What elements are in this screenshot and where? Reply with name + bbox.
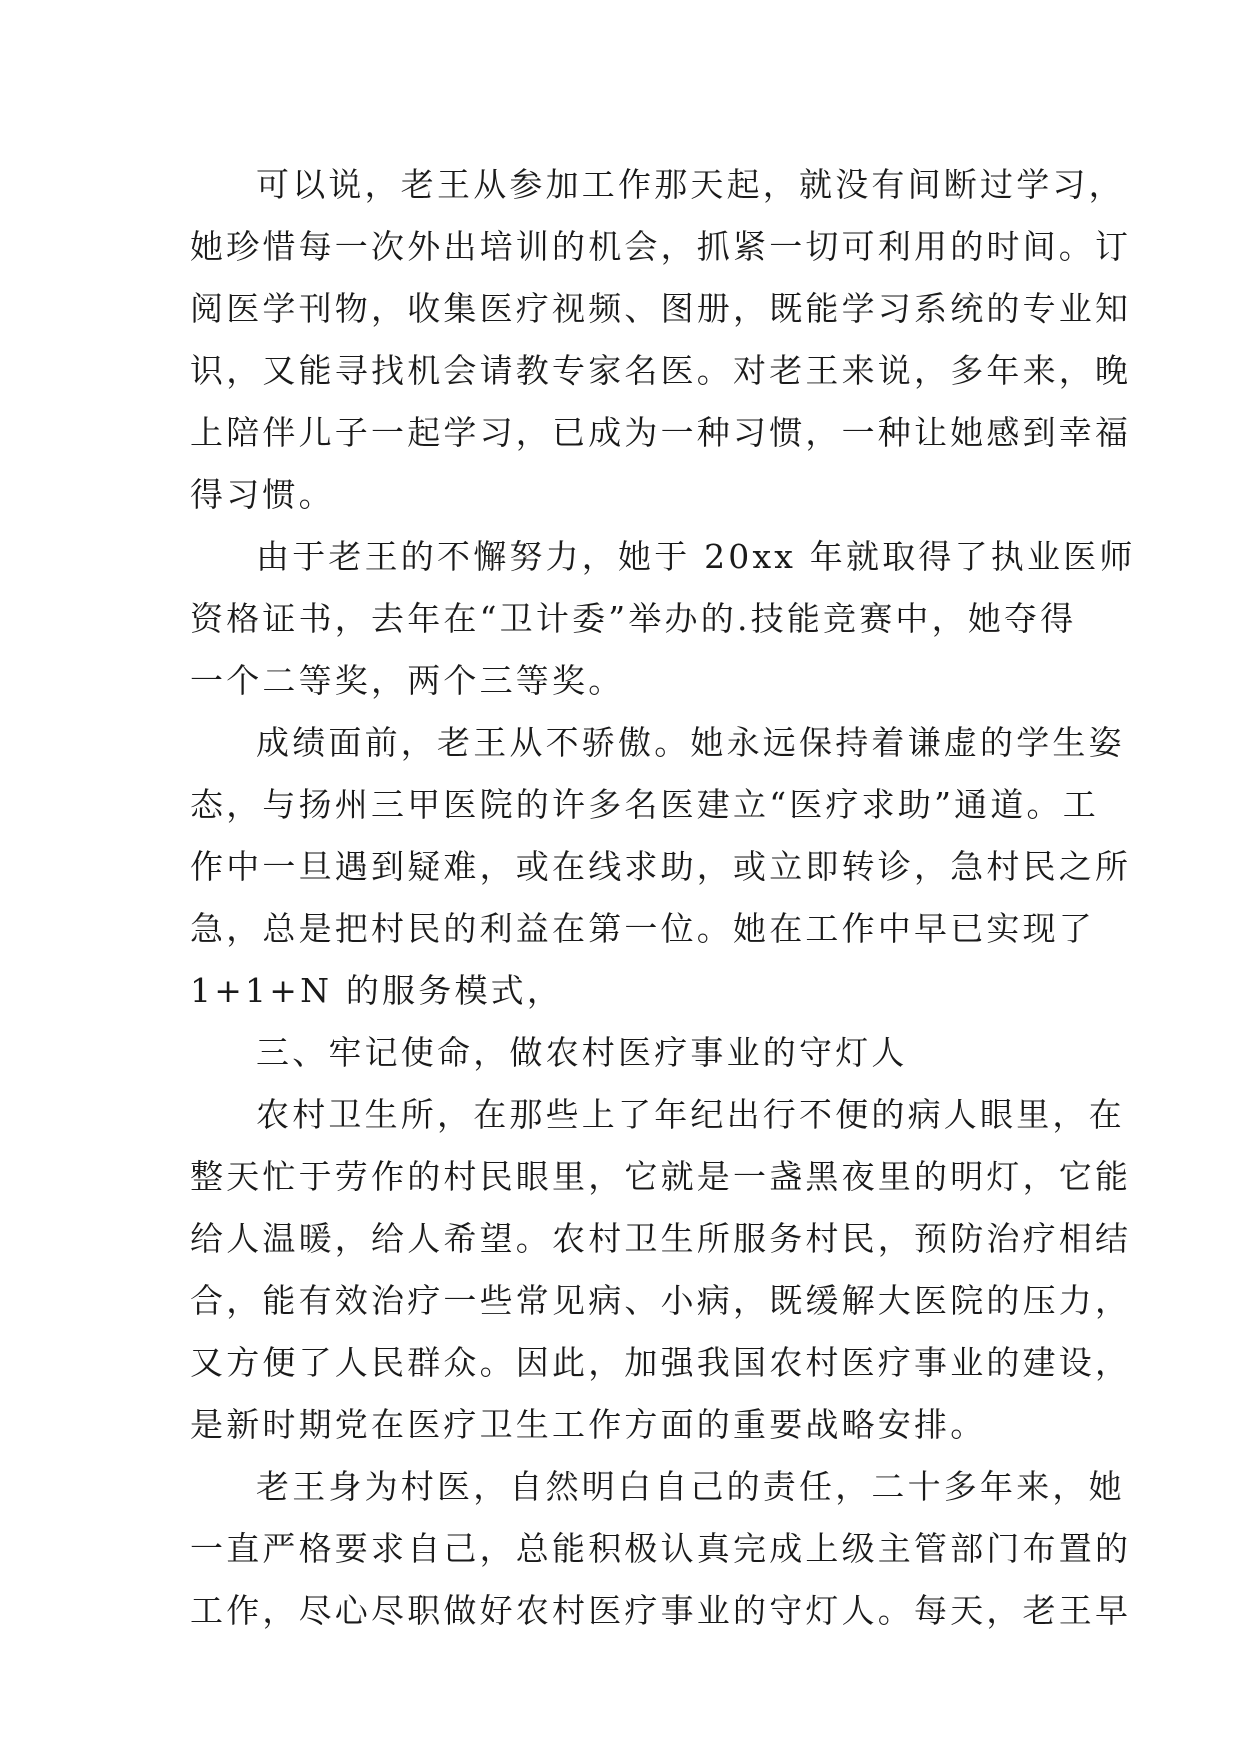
text-line: 合，能有效治疗一些常见病、小病，既缓解大医院的压力， xyxy=(190,1281,1132,1320)
text-line: 阅医学刊物，收集医疗视频、图册，既能学习系统的专业知 xyxy=(190,289,1132,328)
text-line: 又方便了人民群众。因此，加强我国农村医疗事业的建设， xyxy=(190,1343,1132,1382)
text-line: 可以说，老王从参加工作那天起，就没有间断过学习， xyxy=(256,165,1125,204)
section-heading: 三、牢记使命，做农村医疗事业的守灯人 xyxy=(256,1033,908,1072)
text-line: 识，又能寻找机会请教专家名医。对老王来说，多年来，晚 xyxy=(190,351,1132,390)
text-line: 她珍惜每一次外出培训的机会，抓紧一切可利用的时间。订 xyxy=(190,227,1132,266)
text-line: 给人温暖，给人希望。农村卫生所服务村民，预防治疗相结 xyxy=(190,1219,1132,1258)
text-line: 整天忙于劳作的村民眼里，它就是一盏黑夜里的明灯，它能 xyxy=(190,1157,1132,1196)
text-line: 上陪伴儿子一起学习，已成为一种习惯，一种让她感到幸福 xyxy=(190,413,1132,452)
text-line: 急，总是把村民的利益在第一位。她在工作中早已实现了 xyxy=(190,909,1095,948)
document-body xyxy=(190,154,1136,1642)
text-line: 是新时期党在医疗卫生工作方面的重要战略安排。 xyxy=(190,1405,987,1444)
text-line: 农村卫生所，在那些上了年纪出行不便的病人眼里，在 xyxy=(256,1095,1125,1134)
text-line: 态，与扬州三甲医院的许多名医建立“医疗求助”通道。工 xyxy=(190,785,1099,824)
text-line: 成绩面前，老王从不骄傲。她永远保持着谦虚的学生姿 xyxy=(256,723,1125,762)
text-line: 1+1+N 的服务模式， xyxy=(190,971,564,1010)
text-line: 资格证书，去年在“卫计委”举办的.技能竞赛中，她夺得 xyxy=(190,599,1077,638)
text-line: 由于老王的不懈努力，她于 20xx 年就取得了执业医师 xyxy=(256,537,1136,576)
text-line: 作中一旦遇到疑难，或在线求助，或立即转诊，急村民之所 xyxy=(190,847,1132,886)
text-line: 得习惯。 xyxy=(190,475,335,514)
text-line: 工作，尽心尽职做好农村医疗事业的守灯人。每天，老王早 xyxy=(190,1591,1132,1630)
text-line: 一直严格要求自己，总能积极认真完成上级主管部门布置的 xyxy=(190,1529,1132,1568)
text-line: 一个二等奖，两个三等奖。 xyxy=(190,661,625,700)
text-line: 老王身为村医，自然明白自己的责任，二十多年来，她 xyxy=(256,1467,1125,1506)
